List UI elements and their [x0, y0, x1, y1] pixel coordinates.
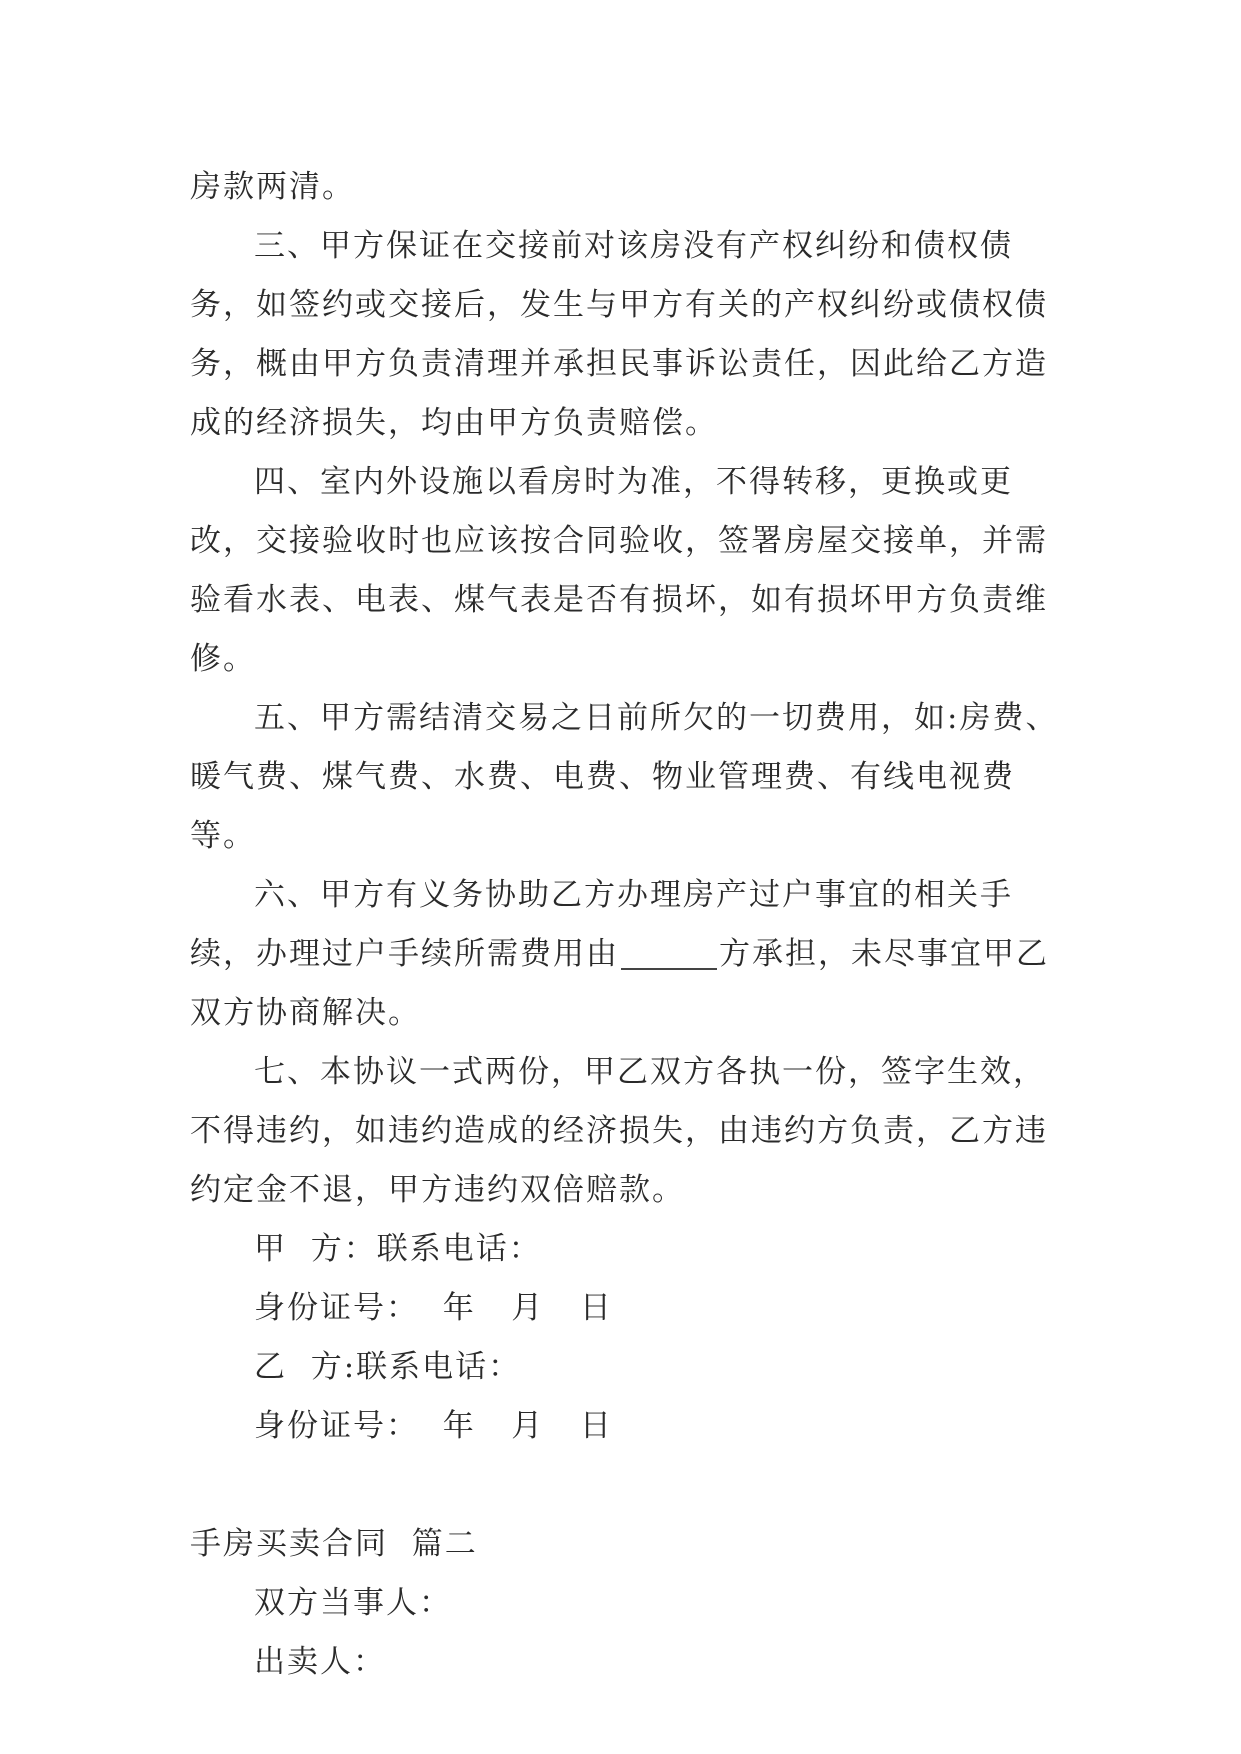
party-b-id-date-line: 身份证号： 年 月 日	[254, 1408, 613, 1444]
document-body	[190, 158, 1075, 1692]
clause-4: 四、室内外设施以看房时为准，不得转移，更换或更改，交接验收时也应该按合同验收，签署房屋交接单，并需验看水表、电表、煤气表是否有损坏，如有损坏甲方负责维修。	[190, 464, 1048, 677]
party-a-signature-line: 甲 方：联系电话：	[254, 1231, 542, 1267]
seller-label: 出卖人：	[254, 1644, 386, 1680]
clause-3: 三、甲方保证在交接前对该房没有产权纠纷和债权债务，如签约或交接后，发生与甲方有关的产权纠纷或债权债务，概由甲方负责清理并承担民事诉讼责任，因此给乙方造成的经济损失，均由甲方负责赔偿。	[190, 228, 1048, 441]
clause-7: 七、本协议一式两份，甲乙双方各执一份，签字生效，不得违约，如违约造成的经济损失，由违约方负责，乙方违约定金不退，甲方违约双倍赔款。	[190, 1054, 1048, 1208]
section-2-title: 手房买卖合同 篇二	[190, 1526, 478, 1562]
clause-5: 五、甲方需结清交易之日前所欠的一切费用，如:房费、暖气费、煤气费、水费、电费、物业管理费、有线电视费等。	[190, 700, 1059, 854]
paragraph-continuation: 房款两清。	[190, 169, 355, 205]
clause-6-text-after: 方承担，未尽事宜甲乙双方协商解决。	[190, 936, 1049, 1031]
party-b-signature-line: 乙 方:联系电话：	[254, 1349, 522, 1385]
fill-in-blank	[621, 928, 717, 970]
clause-6-text-before: 六、甲方有义务协助乙方办理房产过户事宜的相关手续，办理过户手续所需费用由	[190, 877, 1013, 972]
section-spacer	[190, 1456, 1075, 1515]
parties-label: 双方当事人：	[254, 1585, 452, 1621]
party-a-id-date-line: 身份证号： 年 月 日	[254, 1290, 613, 1326]
clause-6	[190, 866, 1075, 1043]
